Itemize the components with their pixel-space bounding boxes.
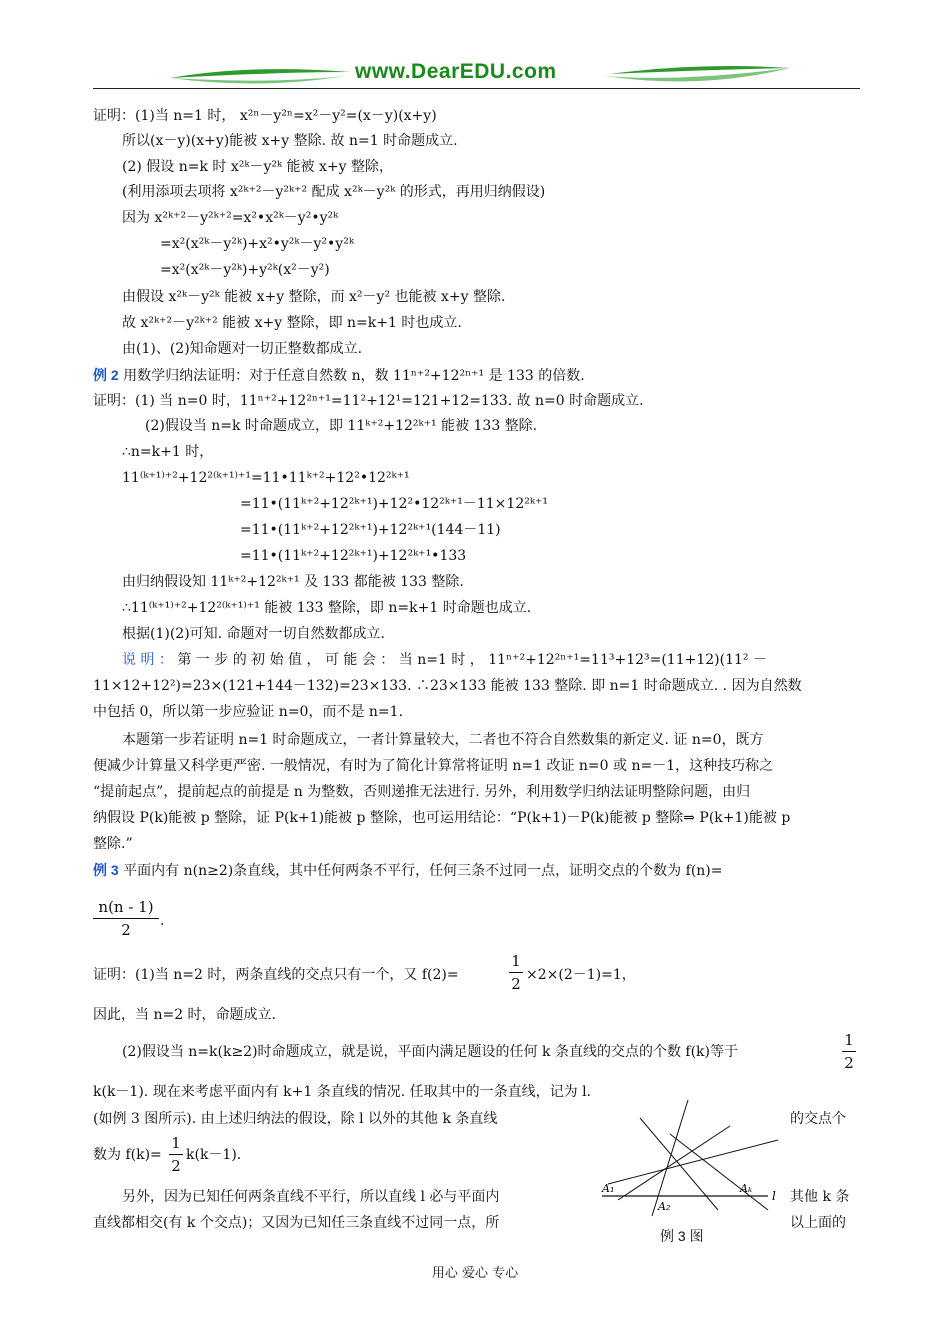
- text-line: (如例 3 图所示). 由上述归纳法的假设，除 l 以外的其他 k 条直线: [93, 1111, 498, 1127]
- fraction-bar: [509, 972, 523, 973]
- example-3-figure: [600, 1098, 790, 1218]
- text-line: =11•(11ᵏ⁺²+12²ᵏ⁺¹)+12²ᵏ⁺¹(144－11): [240, 522, 501, 538]
- label-ak: Aₖ: [740, 1182, 752, 1195]
- text-line: 平面内有 n(n≥2)条直线，其中任何两条不平行，任何三条不过同一点，证明交点的个数为 f(n)=: [123, 863, 723, 879]
- text-line: “提前起点”，提前起点的前提是 n 为整数，否则递推无法进行. 另外，利用数学归纳法证明整除问题，由归: [93, 784, 751, 800]
- plane-line: [670, 1134, 768, 1210]
- text-line: 纳假设 P(k)能被 p 整除，证 P(k+1)能被 p 整除，也可运用结论：“P(k+1)－P(k)能被 p 整除⇒ P(k+1)能被 p: [93, 810, 791, 826]
- text-line: 证明：(1)当 n=1 时， x²ⁿ－y²ⁿ=x²－y²=(x－y)(x+y): [93, 108, 437, 124]
- fraction-numerator: n(n - 1): [98, 898, 154, 916]
- fraction-half: [509, 952, 523, 993]
- text-line: 以上面的: [790, 1215, 846, 1231]
- fraction-denominator: 2: [844, 1054, 854, 1072]
- fraction-f-n: [93, 898, 159, 939]
- page-footer: 用心 爱心 专心: [431, 1266, 519, 1281]
- text-line: 用数学归纳法证明：对于任意自然数 n，数 11ⁿ⁺²+12²ⁿ⁺¹ 是 133 的倍数.: [123, 368, 585, 384]
- fraction-numerator: 1: [511, 952, 521, 970]
- text-line: k(k－1).: [186, 1147, 242, 1163]
- text-line: 另外，因为已知任何两条直线不平行，所以直线 l 必与平面内: [122, 1189, 500, 1205]
- label-a2: A₂: [658, 1200, 671, 1213]
- text-line: 便减少计算量又科学更严密. 一般情况，有时为了简化计算常将证明 n=1 改证 n=0 或 n=－1，这种技巧称之: [93, 758, 774, 774]
- text-line: 故 x²ᵏ⁺²－y²ᵏ⁺² 能被 x+y 整除，即 n=k+1 时也成立.: [122, 315, 462, 331]
- text-line: (2)假设当 n=k(k≥2)时命题成立，就是说，平面内满足题设的任何 k 条直线的交点的个数 f(k)等于: [122, 1044, 738, 1060]
- example-3-label: 例 3: [93, 862, 119, 878]
- note-label: 说 明 ：: [122, 652, 173, 668]
- text-line: =x²(x²ᵏ－y²ᵏ)+y²ᵏ(x²－y²): [160, 262, 330, 278]
- example-2-statement: [93, 366, 585, 385]
- text-line: 由假设 x²ᵏ－y²ᵏ 能被 x+y 整除，而 x²－y² 也能被 x+y 整除.: [122, 289, 506, 305]
- header-rule: [93, 88, 860, 89]
- text-line: ∴11⁽ᵏ⁺¹⁾⁺²+12²⁽ᵏ⁺¹⁾⁺¹ 能被 133 整除，即 n=k+1 时命题也成立.: [122, 600, 532, 616]
- text-line: ×2×(2－1)=1，: [526, 967, 636, 983]
- text-line: 11⁽ᵏ⁺¹⁾⁺²+12²⁽ᵏ⁺¹⁾⁺¹=11•11ᵏ⁺²+12²•12²ᵏ⁺¹: [122, 470, 410, 486]
- text-line: 由归纳假设知 11ᵏ⁺²+12²ᵏ⁺¹ 及 133 都能被 133 整除.: [122, 574, 464, 590]
- label-l: l: [772, 1189, 776, 1203]
- text-line: 因此，当 n=2 时，命题成立.: [93, 1007, 277, 1023]
- text-line: 由(1)、(2)知命题对一切正整数都成立.: [122, 341, 363, 357]
- plane-line: [608, 1140, 778, 1184]
- text-line: 中包括 0，所以第一步应验证 n=0，而不是 n=1.: [93, 704, 404, 720]
- text-line: 本题第一步若证明 n=1 时命题成立，一者计算量较大，二者也不符合自然数集的新定义. 证 n=0，既方: [122, 732, 764, 748]
- text-line: 11×12+12²)=23×(121+144－132)=23×133. ∴23×133 能被 133 整除. 即 n=1 时命题成立. . 因为自然数: [93, 678, 802, 694]
- fraction-denominator: 2: [511, 975, 521, 993]
- text-line: 根据(1)(2)可知. 命题对一切自然数都成立.: [122, 626, 386, 642]
- text-line: =11•(11ᵏ⁺²+12²ᵏ⁺¹)+12²•12²ᵏ⁺¹－11×12²ᵏ⁺¹: [240, 496, 548, 512]
- text-line: 的交点个: [790, 1111, 846, 1127]
- text-line: =x²(x²ᵏ－y²ᵏ)+x²•y²ᵏ－y²•y²ᵏ: [160, 236, 354, 252]
- label-a1: A₁: [602, 1182, 615, 1195]
- example-3-statement: [93, 861, 723, 880]
- text-line: ∴n=k+1 时，: [122, 444, 214, 460]
- text-line: 整除.”: [93, 836, 133, 852]
- text-line: =11•(11ᵏ⁺²+12²ᵏ⁺¹)+12²ᵏ⁺¹•133: [240, 548, 467, 564]
- text-line: 证明：(1) 当 n=0 时，11ⁿ⁺²+12²ⁿ⁺¹=11²+12¹=121+12=133. 故 n=0 时命题成立.: [93, 393, 644, 409]
- text-line: 第 一 步 的 初 始 值 ， 可 能 会 ： 当 n=1 时 ， 11ⁿ⁺²+12²ⁿ⁺¹=11³+12³=(11+12)(11² －: [177, 652, 767, 668]
- text-line: 所以(x－y)(x+y)能被 x+y 整除. 故 n=1 时命题成立.: [122, 133, 458, 149]
- fraction-bar: [842, 1051, 856, 1052]
- fraction-denominator: 2: [121, 921, 131, 939]
- text-line: (2)假设当 n=k 时命题成立，即 11ᵏ⁺²+12²ᵏ⁺¹ 能被 133 整除.: [145, 418, 538, 434]
- figure-caption: 例 3 图: [660, 1228, 704, 1244]
- text-line: k(k－1). 现在来考虑平面内有 k+1 条直线的情况. 任取其中的一条直线，记为 l.: [93, 1084, 591, 1100]
- text-line: 证明：(1)当 n=2 时，两条直线的交点只有一个，又 f(2)=: [93, 967, 459, 983]
- plane-line: [652, 1100, 688, 1216]
- fraction-numerator: 1: [171, 1134, 181, 1152]
- fraction-bar: [93, 918, 159, 919]
- example-2-label: 例 2: [93, 367, 119, 383]
- text-line: 数为 f(k)=: [93, 1147, 162, 1163]
- fraction-denominator: 2: [171, 1157, 181, 1175]
- fraction-half: [842, 1031, 856, 1072]
- site-logo[interactable]: www.DearEDU.com: [355, 60, 557, 83]
- fraction-half: [169, 1134, 183, 1175]
- fraction-numerator: 1: [844, 1031, 854, 1049]
- text-line: (2) 假设 n=k 时 x²ᵏ－y²ᵏ 能被 x+y 整除，: [122, 159, 393, 175]
- text-line: 直线都相交(有 k 个交点)；又因为已知任三条直线不过同一点，所: [93, 1215, 500, 1231]
- text-line: (利用添项去项将 x²ᵏ⁺²－y²ᵏ⁺² 配成 x²ᵏ－y²ᵏ 的形式，再用归纳假设): [122, 184, 546, 200]
- text-line: 因为 x²ᵏ⁺²－y²ᵏ⁺²=x²•x²ᵏ－y²•y²ᵏ: [122, 210, 339, 226]
- note-line: [122, 651, 767, 669]
- text-line: .: [160, 913, 165, 929]
- text-line: 其他 k 条: [790, 1189, 850, 1205]
- fraction-bar: [169, 1154, 183, 1155]
